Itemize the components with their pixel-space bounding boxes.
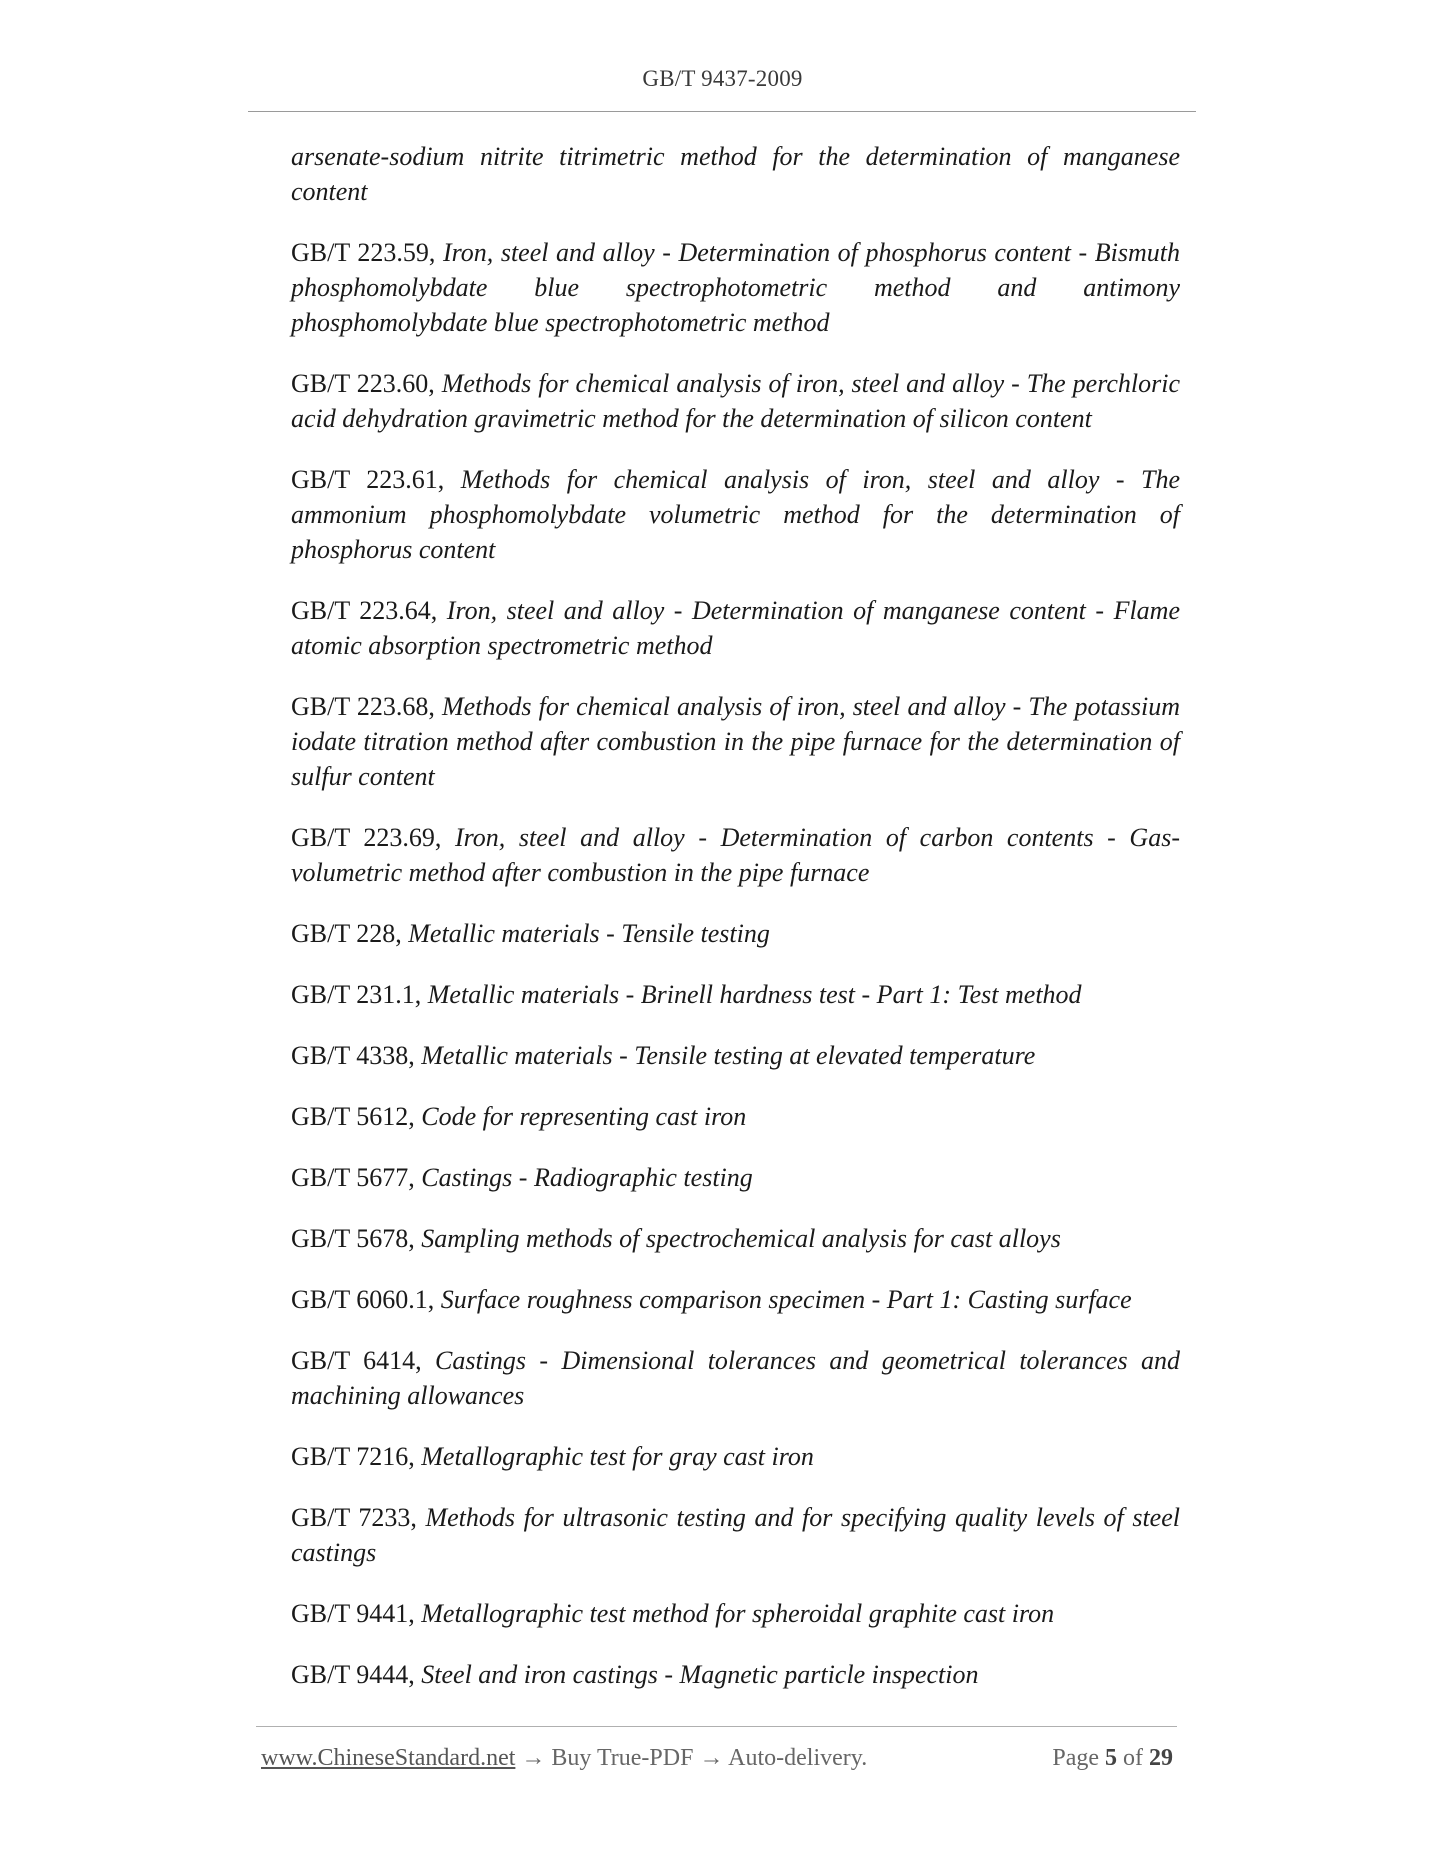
reference-entry xyxy=(291,689,1180,794)
reference-code: GB/T 231.1, xyxy=(291,980,422,1009)
reference-code: GB/T 223.59, xyxy=(291,238,436,267)
reference-title: Iron, steel and alloy - Determination of phosphorus content - Bismuth phosphomolybdate blue spectrophotometric method and antimony phosphomolybdate blue spectrophotometric method xyxy=(291,238,1180,337)
reference-title: Methods for chemical analysis of iron, steel and alloy - The ammonium phosphomolybdate volumetric method for the determination of phosphorus content xyxy=(291,465,1180,564)
reference-code: GB/T 5677, xyxy=(291,1163,415,1192)
reference-title: Metallic materials - Tensile testing xyxy=(408,919,770,948)
buy-pdf-text: Buy True-PDF xyxy=(551,1745,694,1771)
reference-code: GB/T 223.61, xyxy=(291,465,445,494)
auto-delivery-text: Auto-delivery. xyxy=(728,1745,868,1771)
reference-code: GB/T 6060.1, xyxy=(291,1285,435,1314)
page-of: of xyxy=(1123,1745,1143,1771)
reference-entry xyxy=(291,593,1180,663)
reference-title: Castings - Dimensional tolerances and geometrical tolerances and machining allowances xyxy=(291,1346,1180,1410)
reference-title: Sampling methods of spectrochemical analysis for cast alloys xyxy=(421,1224,1061,1253)
reference-entry xyxy=(291,1099,1180,1134)
reference-entry xyxy=(291,235,1180,340)
page-total: 29 xyxy=(1149,1745,1173,1771)
reference-code: GB/T 9441, xyxy=(291,1599,415,1628)
reference-title: Iron, steel and alloy - Determination of manganese content - Flame atomic absorption spectrometric method xyxy=(291,596,1180,660)
reference-entry xyxy=(291,366,1180,436)
site-link[interactable]: www.ChineseStandard.net xyxy=(261,1745,516,1771)
reference-title: Code for representing cast iron xyxy=(421,1102,747,1131)
reference-title: Metallographic test for gray cast iron xyxy=(421,1442,814,1471)
page-current: 5 xyxy=(1105,1745,1117,1771)
reference-entry xyxy=(291,1282,1180,1317)
references-list xyxy=(291,139,1180,1718)
reference-entry xyxy=(291,1160,1180,1195)
reference-entry xyxy=(291,916,1180,951)
page-label: Page xyxy=(1052,1745,1099,1771)
reference-title: Metallographic test method for spheroidal graphite cast iron xyxy=(421,1599,1055,1628)
reference-title: Methods for ultrasonic testing and for specifying quality levels of steel castings xyxy=(291,1503,1180,1567)
arrow-right-icon: → xyxy=(699,1745,724,1771)
reference-entry xyxy=(291,977,1180,1012)
reference-code: GB/T 223.64, xyxy=(291,596,438,625)
reference-code: GB/T 6414, xyxy=(291,1346,422,1375)
reference-code: GB/T 223.68, xyxy=(291,692,435,721)
reference-title: Metallic materials - Brinell hardness test - Part 1: Test method xyxy=(427,980,1082,1009)
reference-entry xyxy=(291,1038,1180,1073)
reference-entry xyxy=(291,1343,1180,1413)
reference-code: GB/T 223.60, xyxy=(291,369,435,398)
reference-code: GB/T 5612, xyxy=(291,1102,415,1131)
reference-entry xyxy=(291,1221,1180,1256)
reference-entry xyxy=(291,1657,1180,1692)
arrow-right-icon: → xyxy=(521,1745,546,1771)
footer-divider xyxy=(256,1726,1177,1727)
reference-title: Surface roughness comparison specimen - Part 1: Casting surface xyxy=(440,1285,1132,1314)
reference-code: GB/T 5678, xyxy=(291,1224,415,1253)
reference-title: arsenate-sodium nitrite titrimetric method for the determination of manganese content xyxy=(291,142,1180,206)
reference-title: Methods for chemical analysis of iron, steel and alloy - The perchloric acid dehydration gravimetric method for the determination of silicon content xyxy=(291,369,1180,433)
reference-entry xyxy=(291,1439,1180,1474)
reference-code: GB/T 228, xyxy=(291,919,402,948)
reference-code: GB/T 7233, xyxy=(291,1503,417,1532)
header-divider xyxy=(248,111,1196,112)
reference-entry xyxy=(291,462,1180,567)
reference-code: GB/T 9444, xyxy=(291,1660,415,1689)
reference-entry xyxy=(291,820,1180,890)
reference-title: Metallic materials - Tensile testing at elevated temperature xyxy=(421,1041,1036,1070)
footer-links xyxy=(261,1745,867,1772)
reference-title: Castings - Radiographic testing xyxy=(421,1163,753,1192)
reference-code: GB/T 4338, xyxy=(291,1041,415,1070)
reference-entry xyxy=(291,139,1180,209)
reference-title: Methods for chemical analysis of iron, steel and alloy - The potassium iodate titration method after combustion in the pipe furnace for the determination of sulfur content xyxy=(291,692,1180,791)
reference-title: Steel and iron castings - Magnetic particle inspection xyxy=(421,1660,979,1689)
page-header-title: GB/T 9437-2009 xyxy=(642,66,803,91)
reference-entry xyxy=(291,1500,1180,1570)
reference-code: GB/T 7216, xyxy=(291,1442,415,1471)
reference-title: Iron, steel and alloy - Determination of carbon contents - Gas-volumetric method after combustion in the pipe furnace xyxy=(291,823,1180,887)
reference-entry xyxy=(291,1596,1180,1631)
reference-code: GB/T 223.69, xyxy=(291,823,442,852)
page-number xyxy=(1052,1745,1173,1772)
